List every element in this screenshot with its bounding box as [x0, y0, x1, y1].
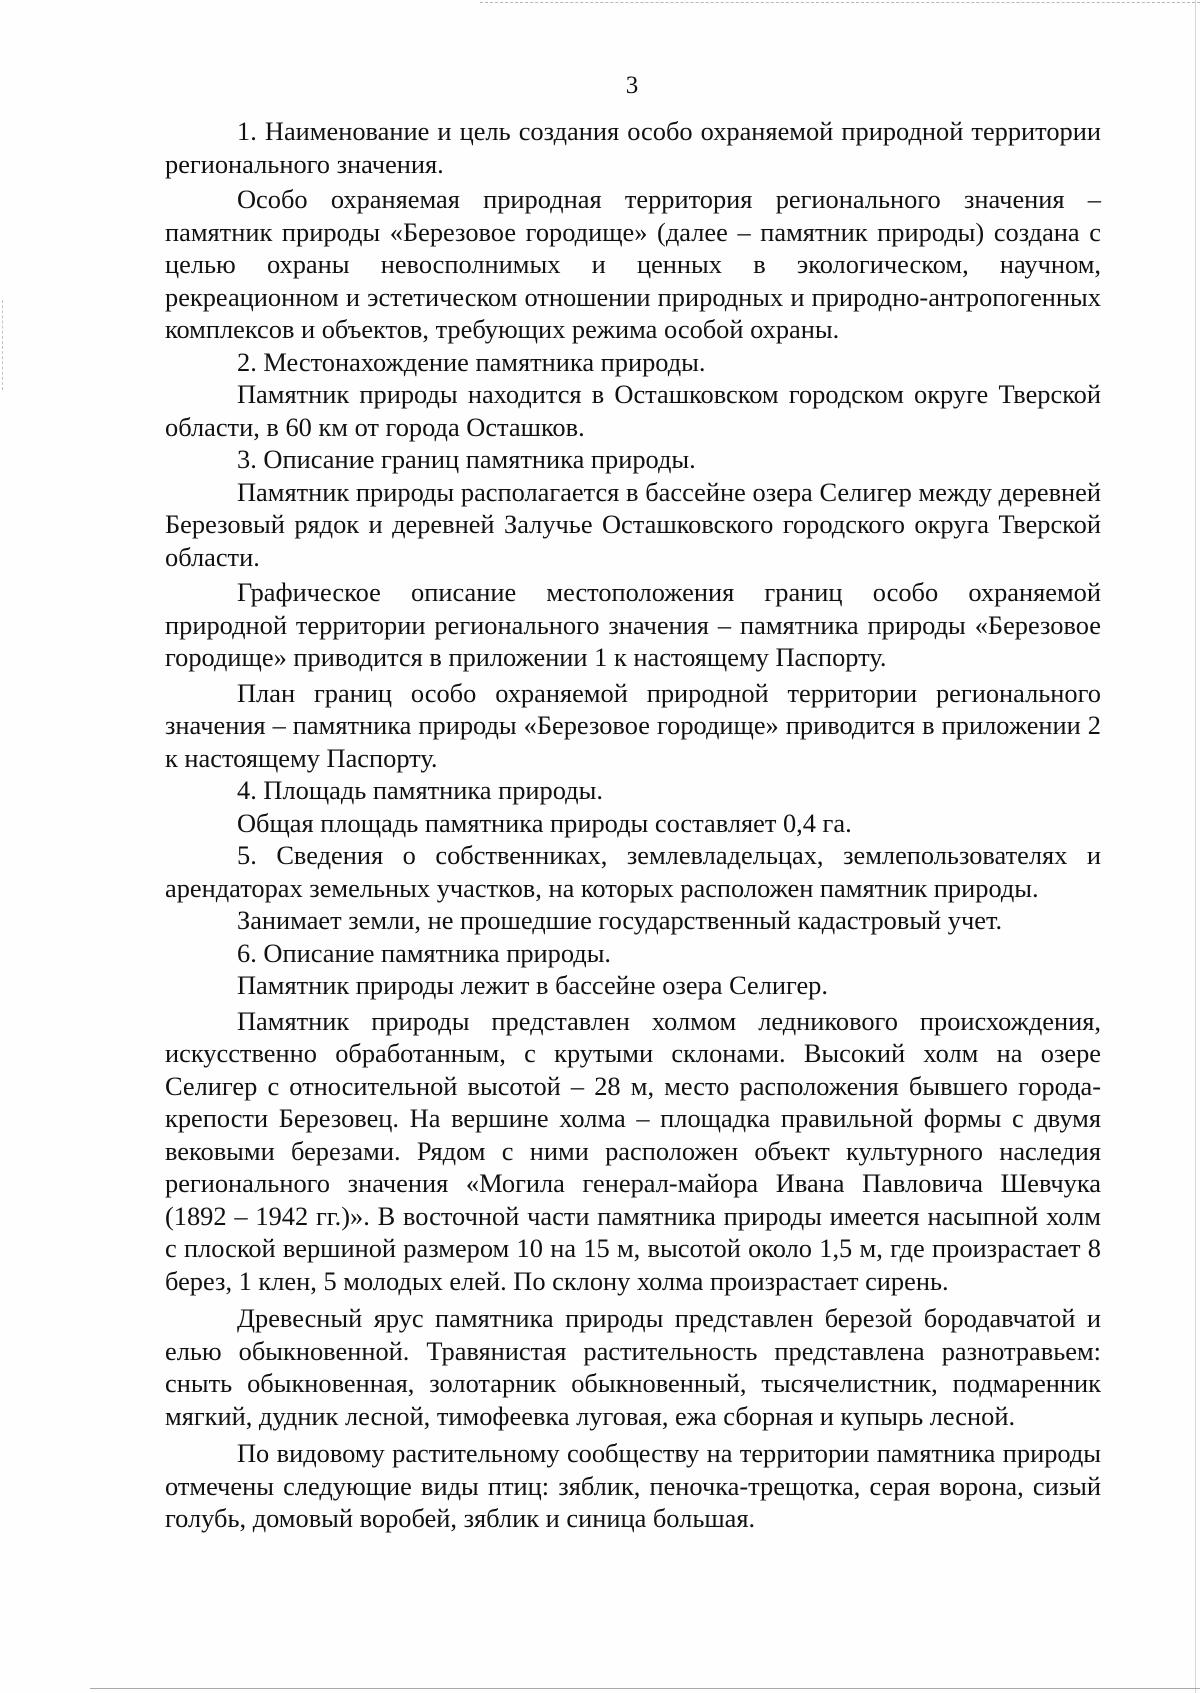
section-heading-2: 2. Местонахождение памятника природы.: [237, 346, 706, 377]
paragraph-purpose: Особо охраняемая природная территория регионального значения – памятник природы «Березовое городище» (далее – памятник природы) создана с целью охраны невосполнимых и ценных в экологическом, научном, рекреационном и эстетическом отношении природных и природно-антропогенных комплексов и объектов, требующих режима особой охраны.: [165, 184, 1101, 344]
paragraph-area: Общая площадь памятника природы составляет 0,4 га.: [237, 807, 852, 838]
document-body: [165, 115, 1101, 1535]
paragraph-basin: Памятник природы лежит в бассейне озера Селигер.: [237, 970, 828, 1000]
page-number: 3: [625, 72, 639, 99]
section-heading-6: 6. Описание памятника природы.: [237, 937, 612, 968]
scan-edge-bottom: [90, 1688, 1200, 1689]
scan-edge-right: [1195, 0, 1196, 1693]
scan-edge-top: [480, 2, 1200, 3]
paragraph-boundaries: Памятник природы располагается в бассейне озера Селигер между деревней Березовый рядок и деревней Залучье Осташковского городского округа Тверской области.: [165, 476, 1101, 572]
paragraph-birds: По видовому растительному сообществу на территории памятника природы отмечены следующие виды птиц: зяблик, пеночка-трещотка, серая ворона, сизый голубь, домовый воробей, зяблик и синица большая.: [165, 1438, 1101, 1533]
paragraph-location: Памятник природы находится в Осташковском городском округе Тверской области, в 60 км от города Осташков.: [165, 379, 1101, 442]
paragraph-vegetation: Древесный ярус памятника природы представлен березой бородавчатой и елью обыкновенной. Травянистая растительность представлена разнотравьем: сныть обыкновенная, золотарник обыкновенный, тысячелистник, подмаренник мягкий, дудник лесной, тимофеевка луговая, ежа сборная и купырь лесной.: [165, 1303, 1101, 1431]
paragraph-graphic-description: Графическое описание местоположения границ особо охраняемой природной территории регионального значения – памятника природы «Березовое городище» приводится в приложении 1 к настоящему Паспорту.: [165, 577, 1101, 672]
paragraph-boundary-plan: План границ особо охраняемой природной территории регионального значения – памятника природы «Березовое городище» приводится в приложении 2 к настоящему Паспорту.: [165, 677, 1101, 773]
paragraph-hill-description: Памятник природы представлен холмом ледникового происхождения, искусственно обработанным, с крутыми склонами. Высокий холм на озере Селигер с относительной высотой – 28 м, место расположения бывшего города-крепости Березовец. На вершине холма – площадка правильной формы с двумя вековыми березами. Рядом с ними расположен объект культурного наследия регионального значения «Могила генерал-майора Ивана Павловича Шевчука (1892 – 1942 гг.)». В восточной части памятника природы имеется насыпной холм с плоской вершиной размером 10 на 15 м, высотой около 1,5 м, где произрастает 8 берез, 1 клен, 5 молодых елей. По склону холма произрастает сирень.: [165, 1005, 1101, 1296]
scan-edge-left: [2, 300, 3, 390]
paragraph-land: Занимает земли, не прошедшие государственный кадастровый учет.: [237, 905, 1003, 935]
section-heading-5: 5. Сведения о собственниках, землевладельцах, землепользователях и арендаторах земельных участков, на которых расположен памятник природы.: [165, 840, 1101, 903]
section-heading-1: 1. Наименование и цель создания особо охраняемой природной территории регионального значения.: [165, 116, 1101, 179]
section-heading-4: 4. Площадь памятника природы.: [237, 775, 603, 805]
section-heading-3: 3. Описание границ памятника природы.: [237, 444, 696, 474]
